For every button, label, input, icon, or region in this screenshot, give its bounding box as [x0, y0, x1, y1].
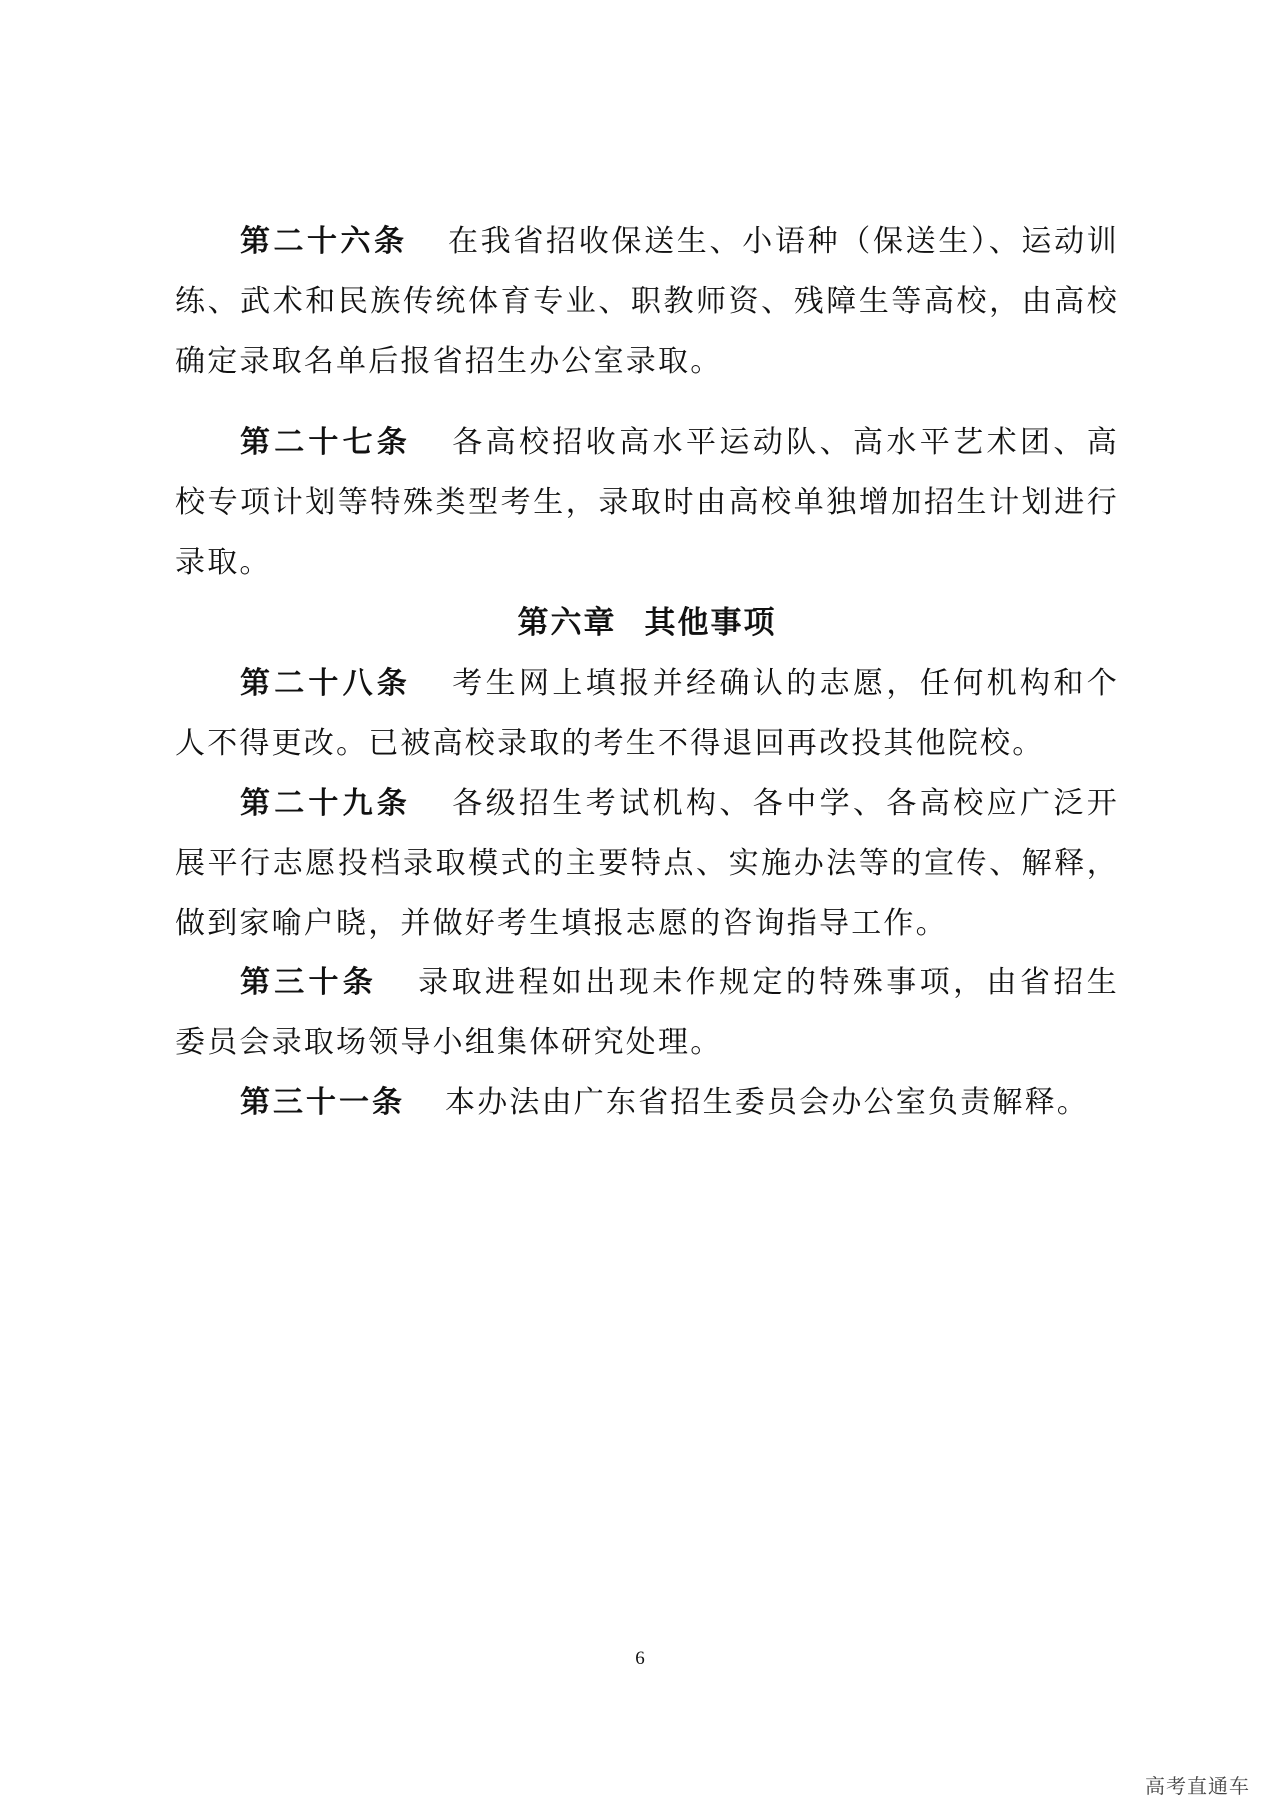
article-27	[175, 413, 1119, 593]
article-heading: 第二十八条	[240, 666, 411, 701]
article-29	[175, 774, 1119, 954]
article-heading: 第三十条	[240, 965, 377, 1000]
watermark-text: 高考直通车	[1145, 1774, 1250, 1798]
article-text: 各高校招收高水平运动队、高水平艺术团、高校专项计划等特殊类型考生，录取时由高校单独增加招生计划进行录取。	[175, 425, 1119, 580]
page-number: 6	[635, 1648, 645, 1669]
chapter-number: 第六章	[517, 605, 617, 641]
article-text: 在我省招收保送生、小语种（保送生）、运动训练、武术和民族传统体育专业、职教师资、残障生等高校，由高校确定录取名单后报省招生办公室录取。	[175, 224, 1120, 379]
article-30	[175, 953, 1119, 1073]
article-heading: 第二十六条	[240, 224, 408, 259]
chapter-title: 其他事项	[644, 605, 777, 641]
article-26	[175, 212, 1119, 392]
article-28	[175, 654, 1119, 774]
article-heading: 第三十一条	[240, 1085, 405, 1120]
article-heading: 第二十七条	[240, 425, 411, 460]
article-text: 本办法由广东省招生委员会办公室负责解释。	[445, 1085, 1089, 1120]
article-heading: 第二十九条	[240, 786, 411, 821]
article-text: 录取进程如出现未作规定的特殊事项，由省招生委员会录取场领导小组集体研究处理。	[175, 965, 1120, 1060]
article-31	[175, 1073, 1119, 1133]
chapter-heading	[175, 598, 1119, 648]
article-text: 各级招生考试机构、各中学、各高校应广泛开展平行志愿投档录取模式的主要特点、实施办法等的宣传、解释，做到家喻户晓，并做好考生填报志愿的咨询指导工作。	[175, 786, 1119, 941]
article-text: 考生网上填报并经确认的志愿，任何机构和个人不得更改。已被高校录取的考生不得退回再改投其他院校。	[175, 666, 1119, 761]
